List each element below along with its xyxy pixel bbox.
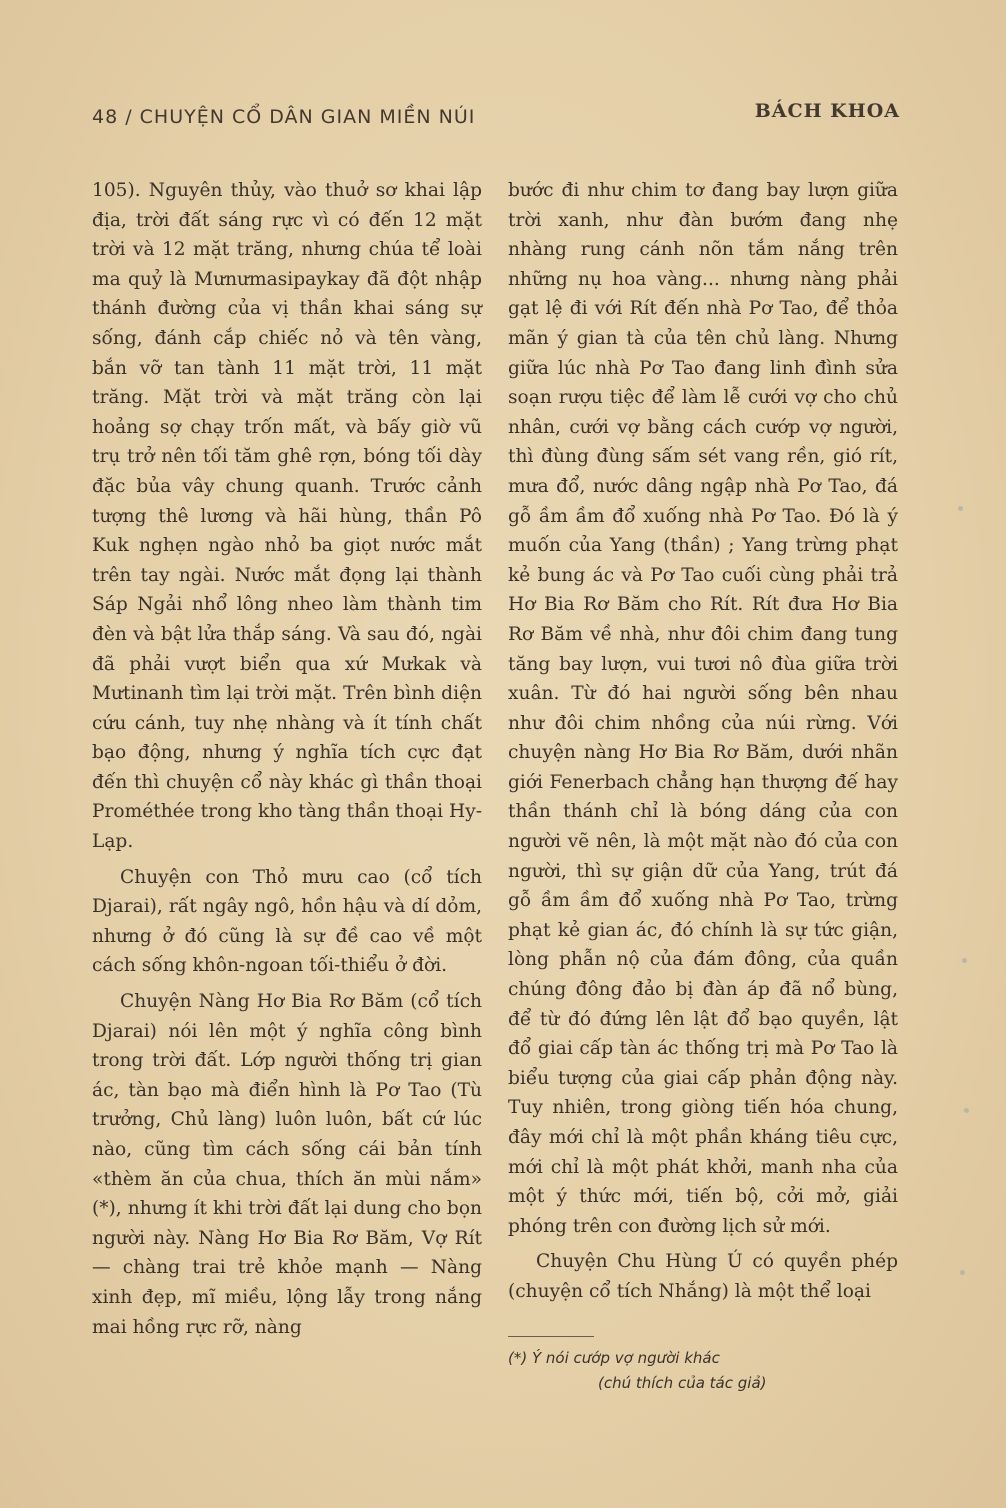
paragraph: bước đi như chim tơ đang bay lượn giữa trời xanh, như đàn bướm đang nhẹ nhàng rung cánh nõn tắm nắng trên những nụ hoa vàng... nhưng nàng phải gạt lệ đi với Rít đến nhà Pơ Tao, để thỏa mãn ý gian tà của tên chủ làng. Nhưng giữa lúc nhà Pơ Tao đang linh đình sửa soạn rượu tiệc để làm lễ cưới vợ cho chủ nhân, cưới vợ bằng cách cướp vợ người, thì đùng đùng sấm sét vang rền, gió rít, mưa đổ, nước dâng ngập nhà Pơ Tao, đá gỗ ầm ầm đổ xuống nhà Pơ Tao. Đó là ý muốn của Yang (thần) ; Yang trừng phạt kẻ bung ác và Pơ Tao cuối cùng phải trả Hơ Bia Rơ Băm cho Rít. Rít đưa Hơ Bia Rơ Băm về nhà, như đôi chim đang tung tăng bay lượn, vui tươi nô đùa giữa trời xuân. Từ đó hai người sống bên nhau như đôi chim nhồng của núi rừng. Với chuyện nàng Hơ Bia Rơ Băm, dưới nhãn giới Fenerbach chẳng hạn thượng đế hay thần thánh chỉ là bóng dáng của con người vẽ nên, là một mặt nào đó của con người, thì sự giận dữ của Yang, trút đá gỗ ầm ầm đổ xuống nhà Pơ Tao, trừng phạt kẻ gian ác, đó chính là sự tức giận, lòng phẫn nộ của đám đông, của quần chúng đông đảo bị đàn áp đã nổ bùng, để từ đó đứng lên lật đổ bạo quyền, lật đổ giai cấp tàn ác thống trị mà Pơ Tao là biểu tượng của giai cấp phản động này. Tuy nhiên, trong giòng tiến hóa chung, đây mới chỉ là một phần kháng tiêu cực, mới chỉ là một phát khởi, manh nha của một ý thức mới, tiến bộ, cởi mở, giải phóng trên con đường lịch sử mới. <box>508 180 898 1237</box>
footnote-attribution: (chú thích của tác giả) <box>598 1374 767 1392</box>
right-column <box>508 176 898 1307</box>
header-page-title: 48 / CHUYỆN CỔ DÂN GIAN MIỀN NÚI <box>92 106 476 128</box>
paragraph: Chuyện con Thỏ mưu cao (cổ tích Djarai), rất ngây ngô, hồn hậu và dí dỏm, nhưng ở đó cũng là sự đề cao về một cách sống khôn-ngoan tối-thiểu ở đời. <box>92 866 482 977</box>
paper-speck <box>962 958 967 963</box>
running-header <box>92 98 900 138</box>
footnote <box>508 1346 808 1396</box>
footnote-rule <box>508 1336 594 1337</box>
paragraph: Chuyện Nàng Hơ Bia Rơ Băm (cổ tích Djarai) nói lên một ý nghĩa công bình trong trời đất. Lớp người thống trị gian ác, tàn bạo mà điển hình là Pơ Tao (Tù trưởng, Chủ làng) luôn luôn, bất cứ lúc nào, cũng tìm cách sống cái bản tính «thèm ăn của chua, thích ăn mùi nắm» (*), nhưng ít khi trời đất lại dung cho bọn người này. Nàng Hơ Bia Rơ Băm, Vợ Rít — chàng trai trẻ khỏe mạnh — Nàng xinh đẹp, mĩ miều, lộng lẫy trong nắng mai hồng rực rỡ, nàng <box>92 991 482 1338</box>
paragraph: 105). Nguyên thủy, vào thuở sơ khai lập địa, trời đất sáng rực vì có đến 12 mặt trời và 12 mặt trăng, nhưng chúa tể loài ma quỷ là Mưnưmasipaykay đã đột nhập thánh đường của vị thần khai sáng sự sống, đánh cắp chiếc nỏ và tên vàng, bắn vỡ tan tành 11 mặt trời, 11 mặt trăng. Mặt trời và mặt trăng còn lại hoảng sợ chạy trốn mất, và bấy giờ vũ trụ trở nên tối tăm ghê rợn, bóng tối dày đặc bủa vây chung quanh. Trước cảnh tượng thê lương và hãi hùng, thần Pô Kuk nghẹn ngào nhỏ ba giọt nước mắt trên tay ngài. Nước mắt đọng lại thành Sáp Ngải nhổ lông nheo làm thành tim đèn và bật lửa thắp sáng. Và sau đó, ngài đã phải vượt biển qua xứ Mưkak và Mưtinanh tìm lại trời mặt. Trên bình diện cứu cánh, tuy nhẹ nhàng và ít tính chất bạo động, nhưng ý nghĩa tích cực đạt đến thì chuyện cổ này khác gì thần thoại Prométhée trong kho tàng thần thoại Hy-Lạp. <box>92 180 482 853</box>
paper-speck <box>958 506 963 511</box>
paper-speck <box>960 1270 965 1275</box>
paragraph: Chuyện Chu Hùng Ú có quyền phép (chuyện cổ tích Nhắng) là một thể loại <box>508 1251 898 1302</box>
left-column <box>92 176 482 1342</box>
paper-speck <box>964 1108 969 1113</box>
header-magazine-name: BÁCH KHOA <box>754 100 900 122</box>
footnote-text: (*) Ý nói cướp vợ người khác <box>508 1349 720 1367</box>
